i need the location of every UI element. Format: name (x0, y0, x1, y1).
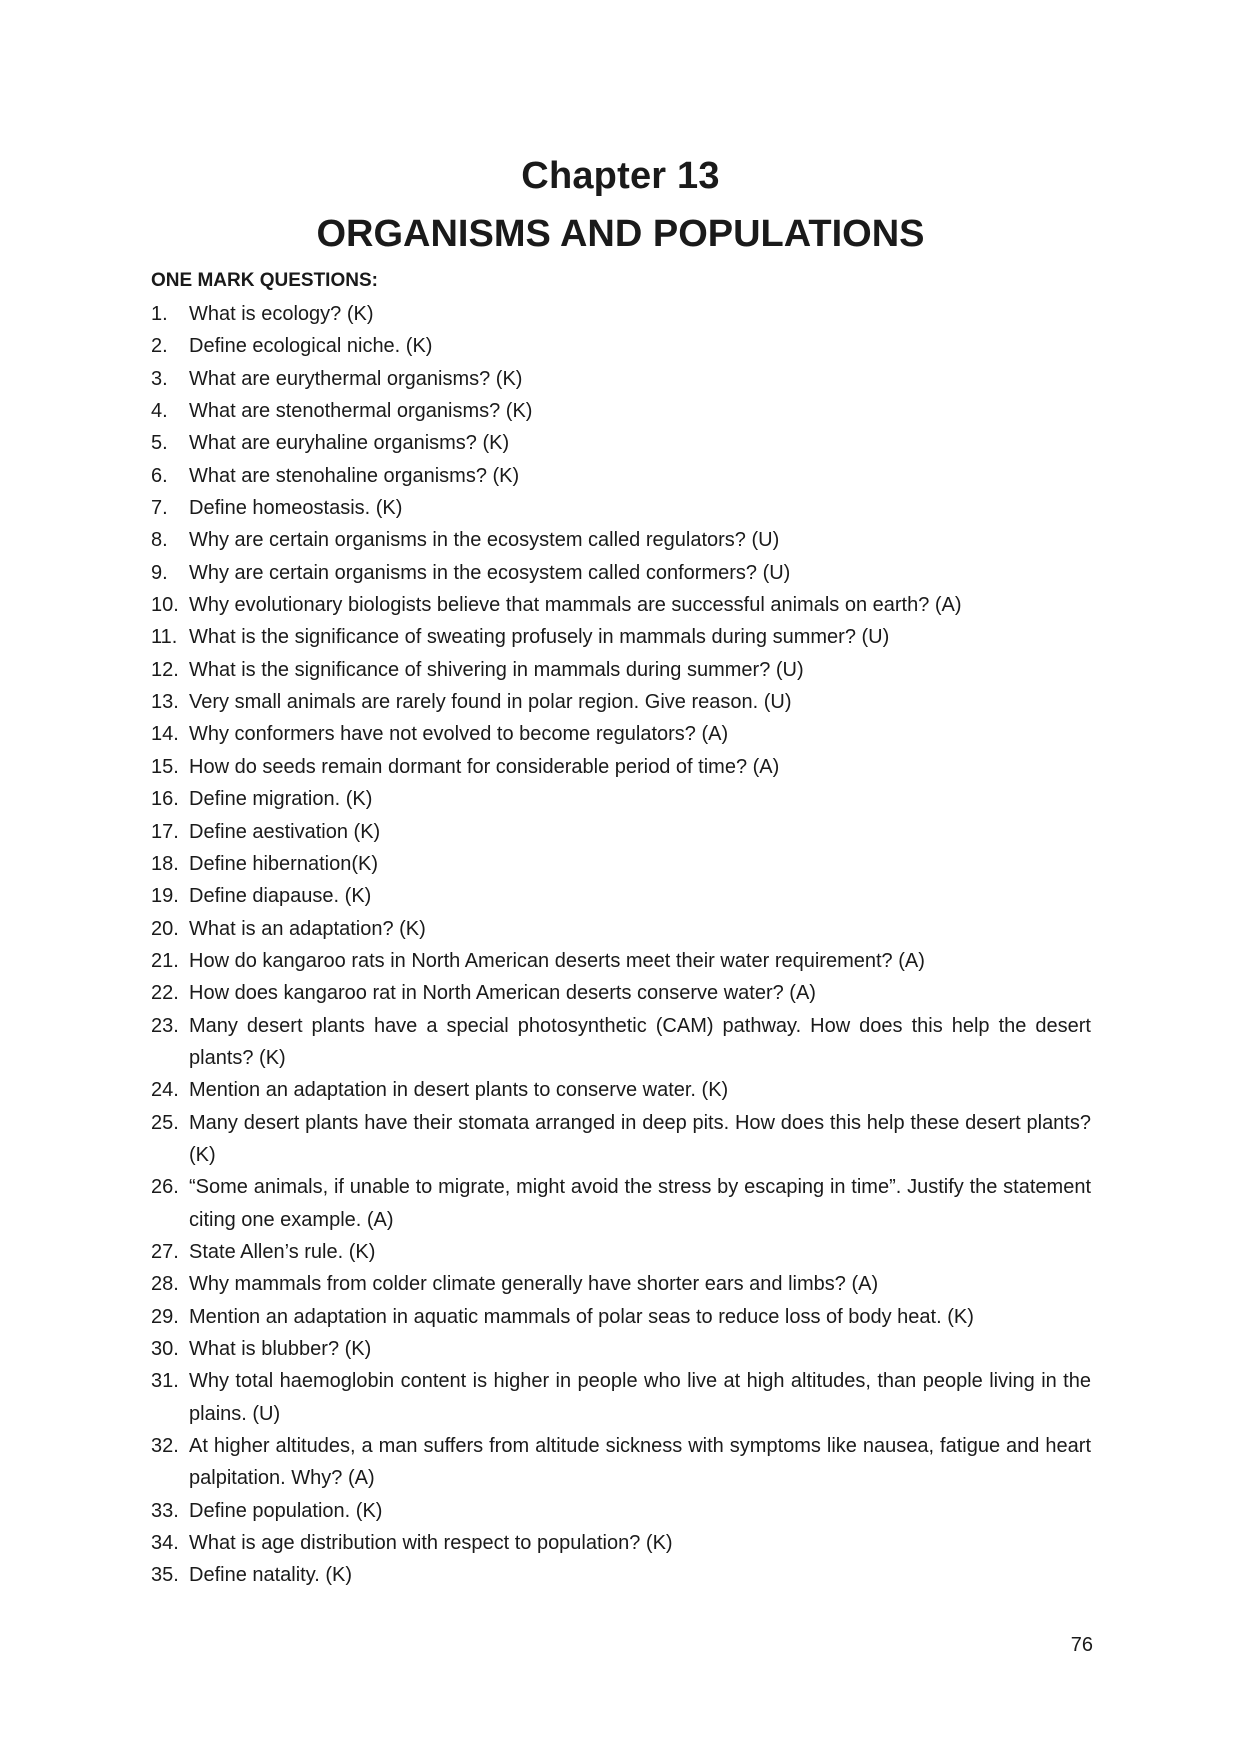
question-item (151, 1107, 1091, 1172)
question-number: 17. (151, 820, 179, 843)
question-number: 7. (151, 497, 168, 520)
question-number: 24. (151, 1079, 179, 1102)
question-number: 5. (151, 432, 168, 455)
question-text: Define natality. (K) (189, 1564, 353, 1587)
chapter-title: ORGANISMS AND POPULATIONS (316, 213, 925, 255)
question-text: Mention an adaptation in aquatic mammals of polar seas to reduce loss of body heat. (K) (189, 1305, 974, 1328)
question-text: What is ecology? (K) (189, 303, 374, 325)
question-number: 30. (151, 1338, 179, 1360)
question-item (151, 1527, 1091, 1559)
question-item (151, 621, 1091, 653)
question-item (151, 654, 1091, 686)
question-number: 29. (151, 1305, 179, 1328)
question-item (151, 816, 1091, 848)
question-number: 6. (151, 464, 168, 487)
question-text: What are euryhaline organisms? (K) (189, 432, 510, 455)
question-text: Define hibernation(K) (189, 852, 378, 875)
question-text: At higher altitudes, a man suffers from altitude sickness with symptoms like nausea, fatigue and heart palpitation. Why? (A) (189, 1435, 1091, 1490)
question-number: 19. (151, 885, 179, 908)
question-text: Why are certain organisms in the ecosystem called conformers? (U) (189, 561, 791, 584)
question-text: Define diapause. (K) (189, 885, 372, 908)
question-text: What is an adaptation? (K) (189, 917, 426, 940)
question-number: 18. (151, 852, 179, 875)
question-number: 1. (151, 303, 168, 325)
question-item (151, 1236, 1091, 1268)
question-number: 32. (151, 1435, 179, 1458)
question-number: 12. (151, 658, 179, 681)
chapter-heading: Chapter 13 (521, 155, 720, 197)
question-item (151, 589, 1091, 621)
question-number: 9. (151, 561, 168, 584)
question-item (151, 1365, 1091, 1430)
question-text: What is the significance of shivering in mammals during summer? (U) (189, 658, 804, 681)
question-item (151, 363, 1091, 395)
question-item (151, 1171, 1091, 1236)
question-number: 20. (151, 917, 179, 940)
question-text: Why evolutionary biologists believe that mammals are successful animals on earth? (A) (189, 594, 962, 617)
question-item (151, 427, 1091, 459)
question-number: 35. (151, 1564, 179, 1587)
question-number: 27. (151, 1240, 179, 1263)
question-number: 22. (151, 982, 179, 1005)
question-item (151, 913, 1091, 945)
question-number: 16. (151, 788, 179, 811)
question-number: 15. (151, 755, 179, 778)
question-item (151, 557, 1091, 589)
page-number: 76 (1070, 1634, 1093, 1656)
question-text: Mention an adaptation in desert plants to conserve water. (K) (189, 1079, 729, 1102)
question-item (151, 848, 1091, 880)
question-number: 14. (151, 723, 179, 746)
question-number: 23. (151, 1014, 179, 1037)
question-text: Define population. (K) (189, 1499, 383, 1522)
question-item (151, 1333, 1091, 1365)
question-text: Define ecological niche. (K) (189, 335, 433, 358)
question-number: 26. (151, 1176, 179, 1199)
question-number: 4. (151, 400, 168, 423)
question-item (151, 1495, 1091, 1527)
question-text: What are stenohaline organisms? (K) (189, 464, 520, 487)
question-text: What are eurythermal organisms? (K) (189, 367, 523, 390)
question-text: What is the significance of sweating profusely in mammals during summer? (U) (189, 626, 890, 649)
question-number: 21. (151, 949, 179, 972)
question-text: What are stenothermal organisms? (K) (189, 400, 533, 423)
question-text: Define homeostasis. (K) (189, 497, 403, 520)
question-number: 28. (151, 1273, 179, 1296)
question-item (151, 751, 1091, 783)
question-text: Many desert plants have their stomata arranged in deep pits. How does this help these desert plants? (K) (189, 1111, 1091, 1166)
question-text: How do kangaroo rats in North American deserts meet their water requirement? (A) (189, 949, 925, 972)
question-item (151, 524, 1091, 556)
question-text: What is blubber? (K) (189, 1338, 372, 1360)
question-item (151, 395, 1091, 427)
question-text: “Some animals, if unable to migrate, might avoid the stress by escaping in time”. Justify the statement citing one example. (A) (189, 1176, 1091, 1231)
question-number: 34. (151, 1532, 179, 1555)
question-item (151, 945, 1091, 977)
question-item (151, 1074, 1091, 1106)
question-text: Very small animals are rarely found in polar region. Give reason. (U) (189, 691, 792, 714)
question-item (151, 492, 1091, 524)
question-text: How do seeds remain dormant for considerable period of time? (A) (189, 755, 780, 778)
question-item (151, 880, 1091, 912)
question-number: 3. (151, 367, 168, 390)
question-item (151, 1430, 1091, 1495)
question-text: Why are certain organisms in the ecosystem called regulators? (U) (189, 529, 780, 552)
question-item (151, 1010, 1091, 1075)
question-text: What is age distribution with respect to population? (K) (189, 1532, 673, 1555)
question-list (151, 298, 1091, 1592)
question-text: State Allen’s rule. (K) (189, 1240, 376, 1263)
question-item (151, 718, 1091, 750)
question-text: Why total haemoglobin content is higher in people who live at high altitudes, than people living in the plains. (U) (189, 1370, 1091, 1425)
question-number: 33. (151, 1499, 179, 1522)
question-number: 25. (151, 1111, 179, 1134)
question-number: 8. (151, 529, 168, 552)
question-item (151, 1559, 1091, 1591)
question-item (151, 977, 1091, 1009)
question-item (151, 298, 1091, 330)
question-text: Define migration. (K) (189, 788, 373, 811)
question-text: Many desert plants have a special photosynthetic (CAM) pathway. How does this help the desert plants? (K) (189, 1014, 1091, 1069)
question-number: 11. (151, 626, 178, 649)
question-item (151, 1301, 1091, 1333)
question-item (151, 1268, 1091, 1300)
question-number: 10. (151, 594, 179, 617)
question-item (151, 783, 1091, 815)
question-number: 2. (151, 335, 168, 358)
question-text: Why conformers have not evolved to become regulators? (A) (189, 723, 729, 746)
section-heading: ONE MARK QUESTIONS: (151, 270, 378, 291)
question-item (151, 460, 1091, 492)
question-number: 31. (151, 1370, 179, 1393)
question-item (151, 686, 1091, 718)
question-text: Why mammals from colder climate generally have shorter ears and limbs? (A) (189, 1273, 879, 1296)
question-text: How does kangaroo rat in North American deserts conserve water? (A) (189, 982, 816, 1005)
question-number: 13. (151, 691, 179, 714)
question-text: Define aestivation (K) (189, 820, 381, 843)
question-item (151, 330, 1091, 362)
